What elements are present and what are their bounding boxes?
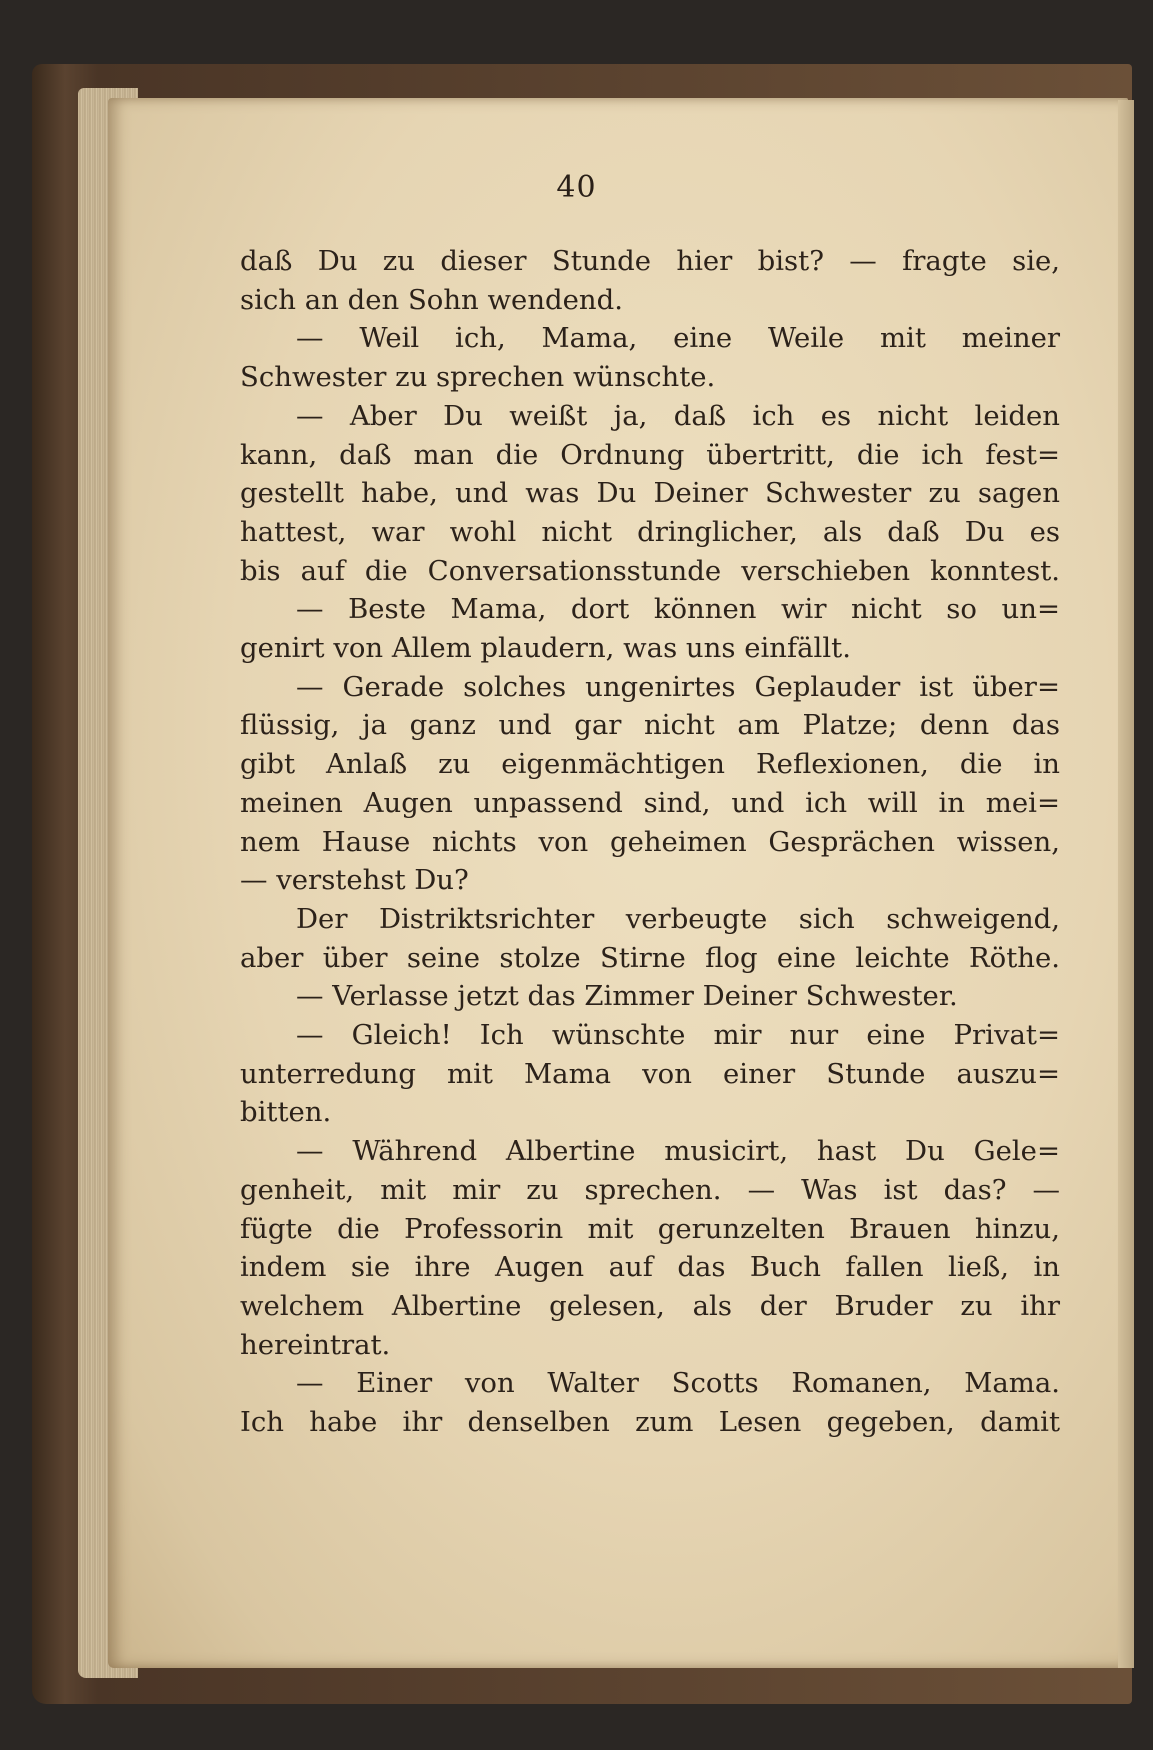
text-line: sich an den Sohn wendend. bbox=[240, 283, 623, 316]
text-line: — Gleich! Ich wünschte mir nur eine Privat= bbox=[296, 1019, 1060, 1052]
text-line: Der Distriktsrichter verbeugte sich schweigend, bbox=[296, 902, 1060, 935]
text-line: fügte die Professorin mit gerunzelten Brauen hinzu, bbox=[240, 1212, 1060, 1245]
text-line: — Aber Du weißt ja, daß ich es nicht leiden bbox=[296, 399, 1060, 432]
text-line: hattest, war wohl nicht dringlicher, als daß Du es bbox=[240, 515, 1060, 548]
text-line: — Beste Mama, dort können wir nicht so un= bbox=[296, 593, 1060, 626]
text-line: bis auf die Conversationsstunde verschieben konntest. bbox=[240, 554, 1060, 587]
text-line: nem Hause nichts von geheimen Gesprächen wissen, bbox=[240, 825, 1060, 858]
text-line: — Weil ich, Mama, eine Weile mit meiner bbox=[296, 322, 1060, 355]
text-line: indem sie ihre Augen auf das Buch fallen ließ, in bbox=[240, 1251, 1060, 1284]
text-line: Schwester zu sprechen wünschte. bbox=[240, 361, 716, 394]
text-line: daß Du zu dieser Stunde hier bist? — fragte sie, bbox=[240, 245, 1060, 277]
text-line: genheit, mit mir zu sprechen. — Was ist das? — bbox=[240, 1173, 1060, 1206]
text-line: — Während Albertine musicirt, hast Du Gele= bbox=[296, 1135, 1060, 1168]
text-line: gibt Anlaß zu eigenmächtigen Reflexionen, die in bbox=[240, 748, 1060, 781]
text-line: aber über seine stolze Stirne flog eine leichte Röthe. bbox=[240, 941, 1060, 974]
text-line: gestellt habe, und was Du Deiner Schwester zu sagen bbox=[240, 477, 1060, 510]
text-line: genirt von Allem plaudern, was uns einfällt. bbox=[240, 632, 851, 665]
text-line: flüssig, ja ganz und gar nicht am Platze; denn das bbox=[240, 709, 1060, 742]
text-line: kann, daß man die Ordnung übertritt, die ich fest= bbox=[240, 438, 1060, 471]
page-text bbox=[240, 242, 1060, 1442]
text-line: — Gerade solches ungenirtes Geplauder ist über= bbox=[296, 670, 1060, 703]
text-line: welchem Albertine gelesen, als der Bruder zu ihr bbox=[240, 1289, 1060, 1322]
text-line: — verstehst Du? bbox=[240, 864, 469, 897]
text-line: hereintrat. bbox=[240, 1328, 391, 1361]
text-line: meinen Augen unpassend sind, und ich will in mei= bbox=[240, 786, 1060, 819]
text-line: — Verlasse jetzt das Zimmer Deiner Schwester. bbox=[296, 980, 958, 1013]
page-right-edge bbox=[1118, 100, 1134, 1668]
text-line: Ich habe ihr denselben zum Lesen gegeben, damit bbox=[240, 1406, 1060, 1439]
page-number: 40 bbox=[556, 170, 597, 205]
text-line: unterredung mit Mama von einer Stunde auszu= bbox=[240, 1057, 1060, 1090]
text-line: bitten. bbox=[240, 1096, 332, 1129]
text-line: — Einer von Walter Scotts Romanen, Mama. bbox=[296, 1367, 1060, 1400]
